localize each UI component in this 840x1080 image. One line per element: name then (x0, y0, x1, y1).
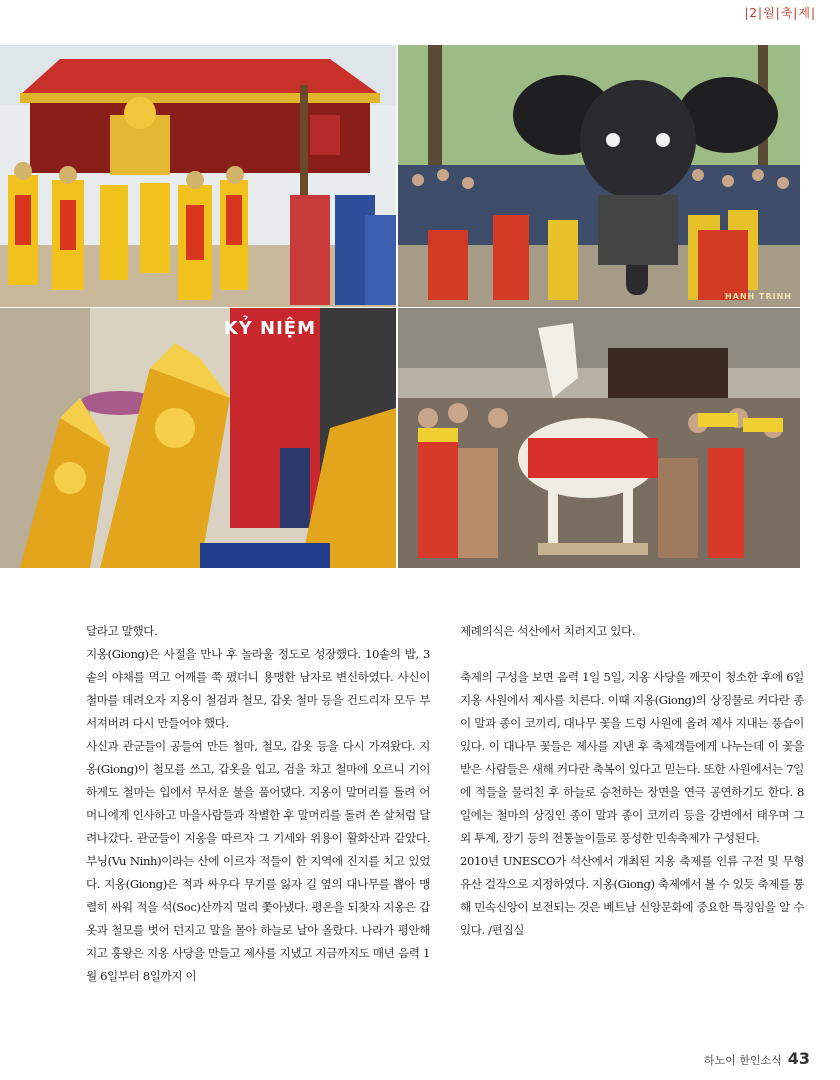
photo-golden-horse-statues (0, 308, 396, 568)
sign-text: KỶ NIỆM (223, 318, 316, 339)
paragraph: 지옹(Giong)은 사절을 만나 후 놀라울 정도로 성장했다. 10솥의 밥, 3솥의 야채를 먹고 어깨를 쭉 폈더니 용맹한 남자로 변신하였다. 사신이 철마를 데려오자 지옹이 철검과 철모, 갑옷 철마 등을 건드리자 모두 부서져버려 다시 만들어야 했다. (86, 647, 430, 730)
paragraph-spacer (460, 643, 804, 666)
photo-credit: HANH TRINH (724, 292, 792, 301)
page-footer (704, 1049, 810, 1068)
page-number: 43 (787, 1049, 810, 1068)
article-column-left (86, 620, 430, 988)
article-column-right (460, 620, 804, 942)
paragraph: 제례의식은 석산에서 치러지고 있다. (460, 624, 636, 638)
paragraph: 사신과 관군들이 공들여 만든 철마, 철모, 갑옷 등을 다시 가져왔다. 지옹(Giong)이 철모를 쓰고, 갑옷을 입고, 검을 차고 철마에 오르니 기이하게도 철마는 입에서 무서운 불을 품어댔다. 지옹이 말머리를 돌려 어머니에게 인사하고 마을사람들과 작별한 후 말머리를 돌려 쏜 살처럼 달려나갔다. 관군들이 지옹을 따르자 그 기세와 위용이 활화산과 같았다. 부닝(Vu Ninh)이라는 산에 이르자 적들이 한 지역에 진지를 치고 있었다. 지옹(Giong)은 적과 싸우다 무기를 잃자 길 옆의 대나무를 뽑아 맹렬히 싸워 적을 석(Soc)산까지 멀리 쫓아냈다. 평온을 되찾자 지옹은 갑옷과 철모를 벗어 던지고 말을 몰아 하늘로 날아 올랐다. 나라가 평안해지고 훙왕은 지옹 사당을 만들고 제사를 지냈고 지금까지도 매년 음력 1월 6일부터 8일까지 이 (86, 739, 430, 983)
publication-name: 하노이 한인소식 (703, 1054, 782, 1067)
section-tag: |2|월|축|제| (744, 6, 816, 20)
photo-horse-float (398, 308, 800, 568)
photo-elephant-parade (398, 45, 800, 307)
paragraph: 달라고 말했다. (86, 624, 158, 638)
paragraph: 축제의 구성을 보면 음력 1일 5일, 지옹 사당을 깨끗이 청소한 후에 6일 지옹 사원에서 제사를 치른다. 이때 지옹(Giong)의 상징물로 커다란 종이 말과 종이 코끼리, 대나무 꽃을 드렁 사원에 올려 제사 지내는 풍습이 있다. 이 대나무 꽃들은 제사를 지낸 후 축제객들에게 나누는데 이 꽃을 받은 사람들은 새해 커다란 축복이 있다고 믿는다. 또한 사원에서는 7일에 적들을 물리친 후 하늘로 승천하는 장면을 연극 공연하기도 한다. 8일에는 철마의 상징인 종이 말과 종이 코끼리 등을 강변에서 태우며 그 외 투계, 장기 등의 전통놀이들로 풍성한 민속축제가 구성된다. (460, 670, 804, 845)
paragraph: 2010년 UNESCO가 석산에서 개최된 지옹 축제를 인류 구전 및 무형유산 걸작으로 지정하였다. 지옹(Giong) 축제에서 볼 수 있듯 축제를 통해 민속신앙이 보전되는 것은 베트남 신앙문화에 중요한 특징임을 알 수 있다. /편집실 (460, 854, 804, 937)
photo-temple-procession (0, 45, 396, 307)
